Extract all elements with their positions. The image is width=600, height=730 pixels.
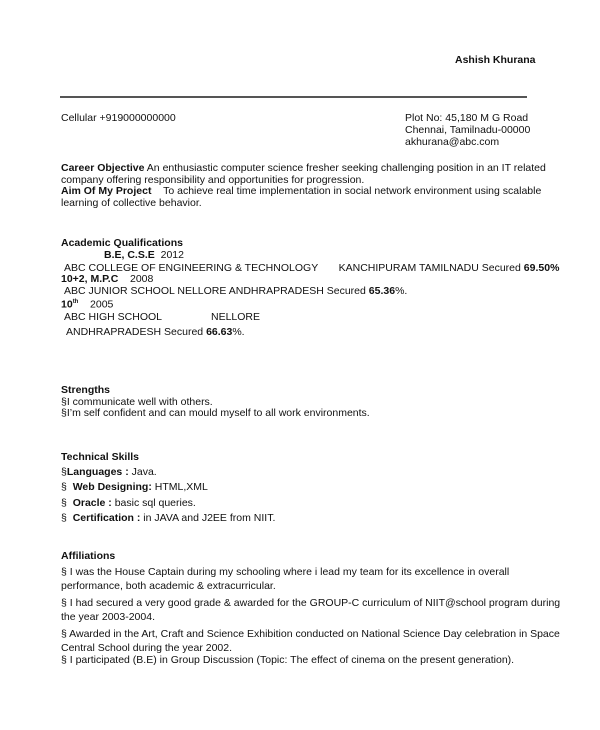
strength-item-1: §I communicate well with others.	[61, 396, 213, 408]
ssc-sup: th	[72, 299, 79, 305]
ssc-year: 2005	[90, 298, 114, 311]
hsc-year: 2008	[129, 273, 154, 285]
career-objective	[61, 162, 546, 174]
ssc-score: 66.63	[206, 326, 233, 338]
project-aim-label: Aim Of My Project	[61, 185, 152, 197]
bullet-icon: §	[61, 466, 67, 478]
hsc-qualification	[61, 273, 153, 285]
ssc-state: ANDHRAPRADESH Secured	[66, 326, 204, 338]
bullet-icon: §	[61, 512, 67, 524]
career-objective-text: An enthusiastic computer science fresher seeking challenging position in an IT related	[144, 162, 546, 174]
project-aim-line-2: learning of collective behavior.	[61, 197, 202, 209]
be-score: 69.50%	[523, 262, 560, 274]
address-line-2: Chennai, Tamilnadu-00000	[405, 124, 531, 136]
affiliation-4-line-1: § I participated (B.E) in Group Discussion (Topic: The effect of cinema on the present generation).	[61, 654, 515, 666]
ssc-school-line	[64, 311, 162, 323]
affiliation-3-line-1: § Awarded in the Art, Craft and Science Exhibition conducted on National Science Day celebration in Space	[61, 628, 560, 640]
strength-item-2: §I’m self confident and can mould myself to all work environments.	[61, 407, 370, 419]
affiliation-1-line-2: performance, both academic & extracurricular.	[61, 580, 276, 592]
header-divider	[60, 96, 527, 98]
academic-heading: Academic Qualifications	[61, 237, 183, 249]
strengths-heading: Strengths	[61, 384, 111, 396]
skill-languages-label: Languages :	[66, 466, 129, 478]
affiliation-2-line-2: the year 2003-2004.	[61, 611, 155, 623]
be-college: ABC COLLEGE OF ENGINEERING & TECHNOLOGY	[64, 262, 319, 274]
affiliation-2-line-1: § I had secured a very good grade & awarded for the GROUP-C curriculum of NIIT@school program during	[61, 597, 561, 609]
be-degree: B.E, C.S.E	[104, 249, 155, 261]
hsc-school: ABC JUNIOR SCHOOL NELLORE ANDHRAPRADESH Secured	[64, 285, 366, 297]
hsc-degree: 10+2, M.P.C	[61, 273, 119, 285]
ssc-state-line	[66, 326, 245, 338]
skill-oracle	[61, 497, 196, 509]
ssc-school: ABC HIGH SCHOOL	[64, 311, 163, 323]
project-aim-text: To achieve real time implementation in social network environment using scalable	[163, 185, 542, 197]
email-address: akhurana@abc.com	[405, 136, 500, 148]
be-location: KANCHIPURAM TAMILNADU Secured	[338, 262, 521, 274]
career-objective-label: Career Objective	[61, 162, 145, 174]
skill-languages-value: Java.	[128, 466, 157, 478]
be-qualification	[104, 249, 184, 261]
affiliations-heading: Affiliations	[61, 550, 116, 562]
be-year: 2012	[160, 249, 184, 261]
ssc-qualification	[61, 296, 113, 311]
project-aim	[61, 185, 541, 197]
address-line-1: Plot No: 45,180 M G Road	[405, 112, 529, 124]
affiliation-3-line-2: Central School during the year 2002.	[61, 642, 233, 654]
skill-oracle-label: Oracle :	[72, 497, 112, 509]
skill-certification	[61, 512, 275, 524]
skill-certification-label: Certification :	[72, 512, 141, 524]
cellular-number: Cellular +919000000000	[61, 112, 176, 124]
skill-web-label: Web Designing:	[72, 481, 152, 493]
bullet-icon: §	[61, 481, 67, 493]
skills-heading: Technical Skills	[61, 451, 140, 463]
skill-certification-value: in JAVA and J2EE from NIIT.	[140, 512, 276, 524]
hsc-score: 65.36	[368, 285, 396, 297]
skill-languages	[61, 466, 157, 478]
affiliation-1-line-1: § I was the House Captain during my schooling where i lead my team for its excellence in overall	[61, 566, 510, 578]
career-objective-line-2: company offering responsibility and opportunities for progression.	[61, 174, 365, 186]
candidate-name: Ashish Khurana	[455, 54, 536, 66]
ssc-degree: 10	[61, 298, 73, 311]
hsc-score-suffix: %.	[395, 285, 408, 297]
skill-oracle-value: basic sql queries.	[111, 497, 196, 509]
skill-web-value: HTML,XML	[151, 481, 208, 493]
ssc-score-suffix: %.	[232, 326, 245, 338]
hsc-school-line	[64, 285, 407, 297]
skill-web	[61, 481, 208, 493]
ssc-city: NELLORE	[211, 311, 261, 323]
bullet-icon: §	[61, 497, 67, 509]
